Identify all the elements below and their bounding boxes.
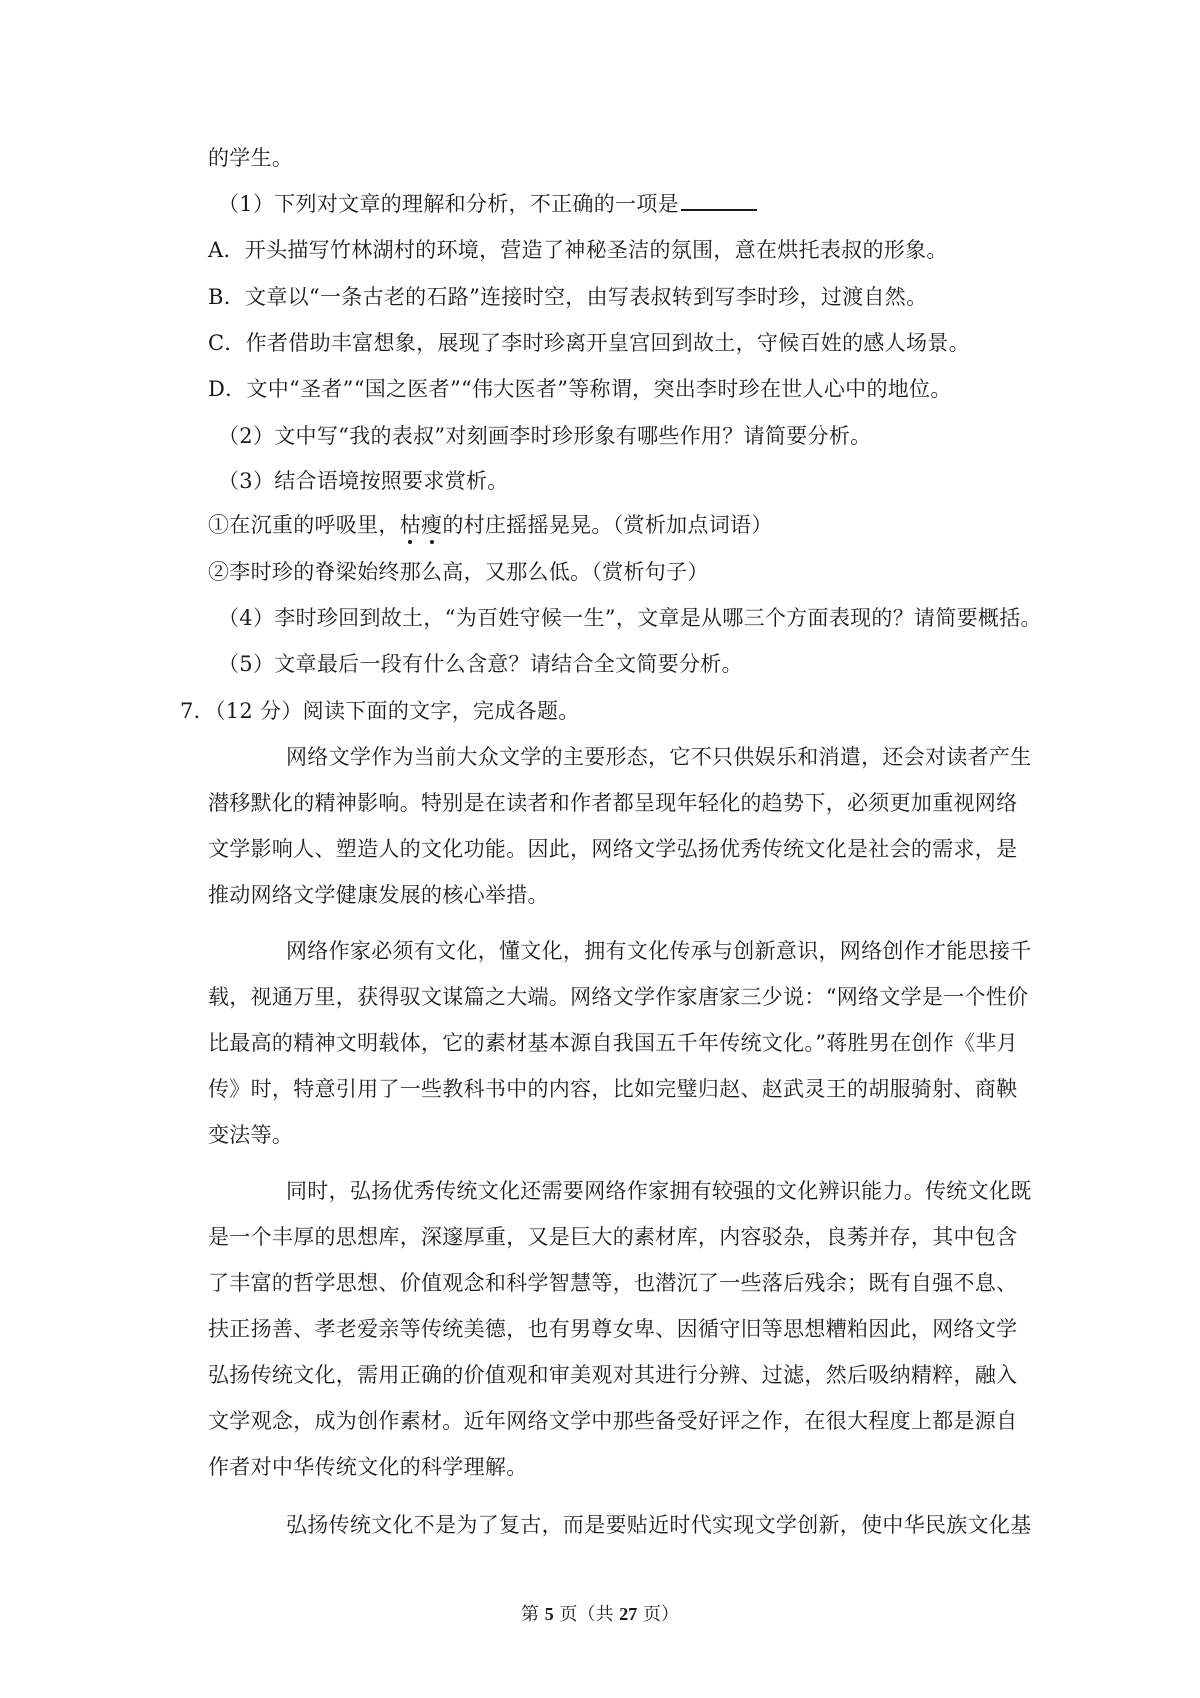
footer-middle: 页（共 [553, 1604, 620, 1625]
text-line: 的学生。 [208, 146, 294, 170]
answer-blank [681, 189, 757, 211]
question-2: （2）文中写“我的表叔”对刻画李时珍形象有哪些作用？请简要分析。 [218, 424, 872, 448]
paragraph-line: 传》时，特意引用了一些教科书中的内容，比如完璧归赵、赵武灵王的胡服骑射、商鞅 [208, 1077, 1018, 1101]
emphasis-dot-char: 枯 [399, 513, 422, 537]
paragraph-line: 潜移默化的精神影响。特别是在读者和作者都呈现年轻化的趋势下，必须更加重视网络 [208, 791, 1018, 815]
page-footer [0, 1601, 1200, 1628]
option-a: A．开头描写竹林湖村的环境，营造了神秘圣洁的氛围，意在烘托表叔的形象。 [208, 238, 948, 262]
page-total: 27 [619, 1604, 638, 1624]
q3a-prefix: ①在沉重的呼吸里， [208, 513, 400, 537]
question-1-text: （1）下列对文章的理解和分析，不正确的一项是 [218, 192, 679, 216]
footer-suffix: 页） [637, 1604, 679, 1625]
option-d: D．文中“圣者”“国之医者”“伟大医者”等称谓，突出李时珍在世人心中的地位。 [208, 377, 952, 401]
paragraph-line: 载，视通万里，获得驭文谋篇之大端。网络文学作家唐家三少说：“网络文学是一个性价 [208, 985, 1029, 1009]
paragraph-line: 是一个丰厚的思想库，深邃厚重，又是巨大的素材库，内容驳杂，良莠并存，其中包含 [208, 1225, 1018, 1249]
footer-prefix: 第 [521, 1604, 545, 1625]
paragraph-line: 比最高的精神文明载体，它的素材基本源自我国五千年传统文化。”蒋胜男在创作《芈月 [208, 1031, 1018, 1055]
option-b: B．文章以“一条古老的石路”连接时空，由写表叔转到写李时珍，过渡自然。 [208, 285, 928, 309]
paragraph-line: 推动网络文学健康发展的核心举措。 [208, 883, 549, 907]
question-3: （3）结合语境按照要求赏析。 [218, 469, 509, 493]
paragraph-line: 同时，弘扬优秀传统文化还需要网络作家拥有较强的文化辨识能力。传统文化既 [286, 1179, 1032, 1203]
paragraph-line: 扶正扬善、孝老爱亲等传统美德，也有男尊女卑、因循守旧等思想糟粕因此，网络文学 [208, 1317, 1018, 1341]
q3a-suffix: 的村庄摇摇晃晃。（赏析加点词语） [442, 513, 773, 537]
question-5: （5）文章最后一段有什么含意？请结合全文简要分析。 [218, 652, 743, 676]
emphasis-dot-char: 瘦 [421, 513, 443, 537]
paragraph-line: 文学观念，成为创作素材。近年网络文学中那些备受好评之作，在很大程度上都是源自 [208, 1409, 1018, 1433]
paragraph-line: 作者对中华传统文化的科学理解。 [208, 1455, 528, 1479]
question-4: （4）李时珍回到故土，“为百姓守候一生”，文章是从哪三个方面表现的？请简要概括。 [218, 606, 1042, 630]
paragraph-line: 了丰富的哲学思想、价值观念和科学智慧等，也潜沉了一些落后残余；既有自强不息、 [208, 1271, 1018, 1295]
paragraph-line: 弘扬传统文化不是为了复古，而是要贴近时代实现文学创新，使中华民族文化基 [286, 1513, 1032, 1537]
question-7-heading: 7．（12 分）阅读下面的文字，完成各题。 [180, 699, 580, 723]
question-1 [218, 189, 757, 219]
option-c: C．作者借助丰富想象，展现了李时珍离开皇宫回到故土，守候百姓的感人场景。 [208, 331, 970, 355]
paragraph-line: 变法等。 [208, 1123, 294, 1147]
page-number: 5 [544, 1604, 554, 1624]
question-3-item-1 [208, 510, 773, 540]
question-3-item-2: ②李时珍的脊梁始终那么高，又那么低。（赏析句子） [208, 560, 709, 584]
paragraph-line: 弘扬传统文化，需用正确的价值观和审美观对其进行分辨、过滤，然后吸纳精粹，融入 [208, 1363, 1018, 1387]
paragraph-line: 网络作家必须有文化，懂文化，拥有文化传承与创新意识，网络创作才能思接千 [286, 939, 1032, 963]
paragraph-line: 网络文学作为当前大众文学的主要形态，它不只供娱乐和消遣，还会对读者产生 [286, 745, 1032, 769]
paragraph-line: 文学影响人、塑造人的文化功能。因此，网络文学弘扬优秀传统文化是社会的需求，是 [208, 837, 1018, 861]
